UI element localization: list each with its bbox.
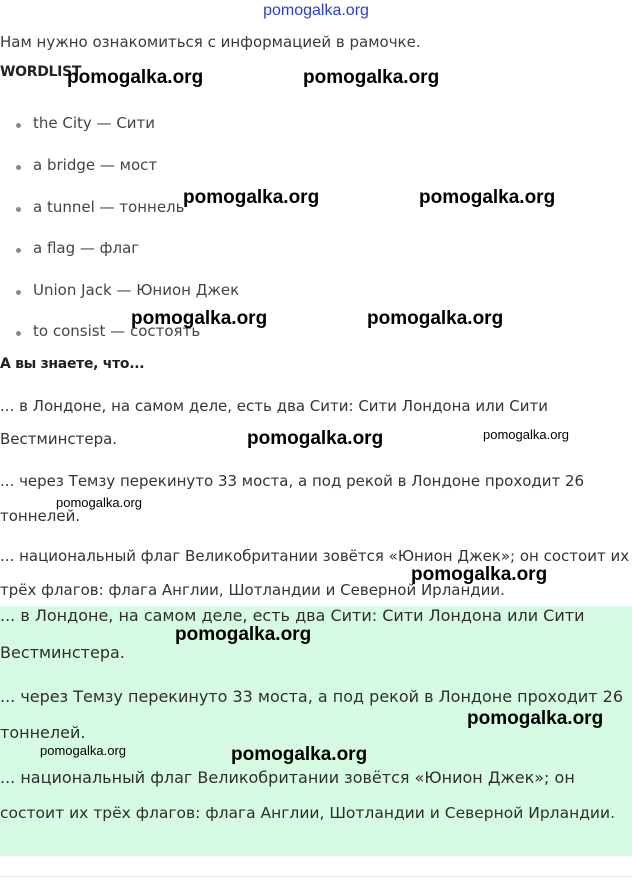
bottom-divider (0, 876, 632, 877)
bullet-icon (16, 207, 21, 212)
bullet-icon (16, 290, 21, 295)
fact-line: Вестминстера. (0, 430, 118, 448)
watermark: pomogalka.org (175, 624, 312, 645)
site-header-logo[interactable]: pomogalka.org (263, 2, 369, 19)
intro-text: Нам нужно ознакомиться с информацией в рамочке. (0, 33, 421, 51)
watermark: pomogalka.org (131, 308, 268, 329)
wordlist-item: Union Jack — Юнион Джек (33, 281, 240, 299)
watermark: pomogalka.org (231, 744, 368, 765)
watermark: pomogalka.org (183, 187, 320, 208)
watermark: pomogalka.org (247, 428, 384, 449)
bullet-icon (16, 331, 21, 336)
answer-line: тоннелей. (0, 723, 86, 742)
watermark: pomogalka.org (467, 708, 604, 729)
bullet-icon (16, 165, 21, 170)
watermark: pomogalka.org (419, 187, 556, 208)
bullet-icon (16, 248, 21, 253)
fact-line: тоннелей. (0, 507, 81, 525)
fact-line: ... национальный флаг Великобритании зовётся «Юнион Джек»; он состоит их (0, 547, 630, 565)
facts-title: А вы знаете, что... (0, 356, 145, 372)
answer-line: состоит их трёх флагов: флага Англии, Шотландии и Северной Ирландии. (0, 804, 615, 822)
answer-line: ... национальный флаг Великобритании зовётся «Юнион Джек»; он (0, 768, 575, 787)
fact-line: ... через Темзу перекинуто 33 моста, а под рекой в Лондоне проходит 26 (0, 472, 585, 490)
watermark: pomogalka.org (367, 308, 504, 329)
wordlist-item: a tunnel — тоннель (33, 198, 185, 216)
answer-line: ... в Лондоне, на самом деле, есть два Сити: Сити Лондона или Сити (0, 606, 585, 625)
fact-line: трёх флагов: флага Англии, Шотландии и Северной Ирландии. (0, 581, 505, 599)
watermark: pomogalka.org (303, 67, 440, 88)
watermark: pomogalka.org (483, 427, 569, 442)
watermark: pomogalka.org (56, 495, 142, 510)
fact-line: ... в Лондоне, на самом деле, есть два Сити: Сити Лондона или Сити (0, 397, 548, 415)
answer-line: ... через Темзу перекинуто 33 моста, а под рекой в Лондоне проходит 26 (0, 687, 624, 706)
wordlist-item: the City — Сити (33, 114, 156, 132)
wordlist-item: a bridge — мост (33, 156, 158, 174)
watermark: pomogalka.org (67, 67, 204, 88)
watermark: pomogalka.org (411, 564, 548, 585)
watermark: pomogalka.org (40, 743, 126, 758)
bullet-icon (16, 123, 21, 128)
wordlist-title: WORDLIST (0, 64, 82, 80)
wordlist-item: a flag — флаг (33, 239, 140, 257)
answer-line: Вестминстера. (0, 643, 125, 662)
wordlist-item: to consist — состоять (33, 322, 201, 340)
